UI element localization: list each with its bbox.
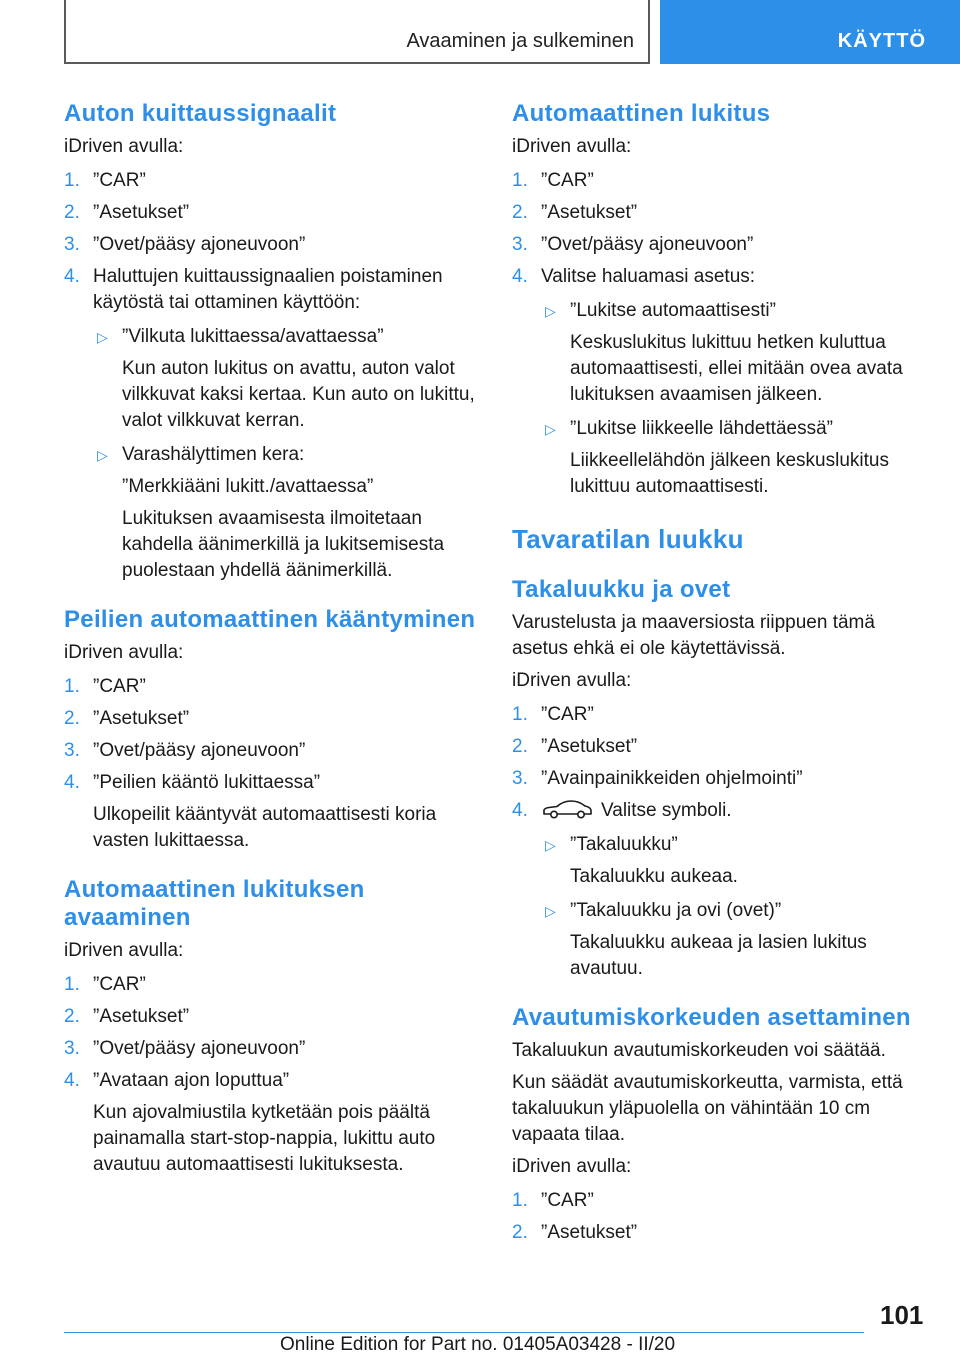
list-item-text: ”Ovet/pääsy ajoneuvoon” (93, 234, 306, 255)
list-number: 1. (64, 170, 80, 191)
list-item-text: Haluttujen kuittaussignaalien poistaminen käytöstä tai ottaminen käyttöön: (93, 266, 443, 313)
heading-tailgate: Tavaratilan luukku (512, 524, 744, 554)
steps-list (64, 168, 484, 584)
list-number: 1. (64, 974, 80, 995)
list-item (512, 734, 932, 760)
list-number: 4. (64, 266, 80, 287)
list-number: 2. (64, 708, 80, 729)
subheading-tailgate-and-doors: Takaluukku ja ovet (512, 576, 731, 603)
list-number: 1. (512, 170, 528, 191)
list-number: 3. (64, 1038, 80, 1059)
footer-divider (64, 1332, 864, 1333)
triangle-bullet-icon: ▷ (545, 903, 556, 919)
list-number: 1. (64, 676, 80, 697)
list-item (512, 168, 932, 194)
bullet-item (541, 832, 932, 890)
list-number: 4. (512, 800, 528, 821)
bullet-text: Liikkeellelähdön jälkeen keskuslukitus lukittuu automaattisesti. (570, 450, 889, 497)
heading-acknowledgement-signals: Auton kuittaussignaalit (64, 100, 337, 127)
steps-list (512, 168, 932, 500)
left-column (64, 100, 484, 1178)
list-item-text: ”Ovet/pääsy ajoneuvoon” (93, 1038, 306, 1059)
list-item (64, 706, 484, 732)
header-section-title: Avaaminen ja sulkeminen (406, 30, 634, 52)
body-text: Kun säädät avautumiskorkeutta, varmista, että takaluukun yläpuolella on vähintään 10 cm vapaata tilaa. (512, 1072, 903, 1145)
list-number: 4. (512, 266, 528, 287)
right-column (512, 100, 932, 1246)
list-item (64, 972, 484, 998)
triangle-bullet-icon: ▷ (545, 303, 556, 319)
list-number: 2. (512, 202, 528, 223)
steps-list (64, 972, 484, 1178)
list-item-text: ”Asetukset” (93, 202, 190, 223)
intro-text: iDriven avulla: (64, 136, 184, 157)
list-item (512, 766, 932, 792)
heading-mirror-folding: Peilien automaattinen kääntyminen (64, 606, 476, 633)
list-item-text: ”CAR” (93, 974, 146, 995)
list-number: 3. (512, 768, 528, 789)
list-item-text: Valitse haluamasi asetus: (541, 266, 756, 287)
bullet-item (93, 442, 484, 584)
header-chapter-tab[interactable] (660, 0, 960, 64)
list-item-text: ”Asetukset” (541, 202, 638, 223)
list-item-text: ”Asetukset” (93, 708, 190, 729)
bullet-text: Lukituksen avaamisesta ilmoitetaan kahdella äänimerkillä ja lukitsemisesta puolestaan yhdellä äänimerkillä. (122, 508, 445, 581)
intro-text: iDriven avulla: (512, 136, 632, 157)
bullet-title: ”Lukitse liikkeelle lähdettäessä” (570, 418, 833, 439)
bullet-text: Takaluukku aukeaa. (570, 866, 738, 887)
steps-list (64, 674, 484, 854)
list-item (512, 1220, 932, 1246)
list-item-text: Valitse symboli. (601, 800, 732, 821)
list-item (64, 1036, 484, 1062)
bullet-item (93, 324, 484, 434)
steps-list (512, 702, 932, 982)
list-item-text: ”Avataan ajon loputtua” (93, 1070, 290, 1091)
steps-list (512, 1188, 932, 1246)
bullet-item (541, 416, 932, 500)
list-number: 1. (512, 704, 528, 725)
list-item (64, 1068, 484, 1178)
bullet-item (541, 898, 932, 982)
list-number: 2. (64, 202, 80, 223)
intro-text: Varustelusta ja maaversiosta riippuen tämä asetus ehkä ei ole käytettävissä. (512, 612, 875, 659)
list-item (512, 232, 932, 258)
intro-text: iDriven avulla: (64, 642, 184, 663)
list-number: 4. (64, 1070, 80, 1091)
list-number: 3. (64, 234, 80, 255)
bullet-text: Takaluukku aukeaa ja lasien lukitus avautuu. (570, 932, 867, 979)
intro-text: iDriven avulla: (512, 670, 632, 691)
bullet-title: ”Lukitse automaattisesti” (570, 300, 776, 321)
list-item (64, 1004, 484, 1030)
list-item-description: Kun ajovalmiustila kytketään pois päältä painamalla start-stop-nappia, lukittu auto avautuu automaattisesti lukituksesta. (93, 1102, 436, 1175)
list-number: 1. (512, 1190, 528, 1211)
list-item-text: ”CAR” (541, 1190, 594, 1211)
list-item (64, 168, 484, 194)
list-item (64, 770, 484, 854)
bullet-subtitle: ”Merkkiääni lukitt./avattaessa” (122, 476, 374, 497)
page-number: 101 (880, 1300, 924, 1330)
list-number: 2. (512, 736, 528, 757)
list-item (512, 1188, 932, 1214)
triangle-bullet-icon: ▷ (545, 837, 556, 853)
triangle-bullet-icon: ▷ (97, 329, 108, 345)
heading-automatic-unlocking: Automaattinen lukituksen avaaminen (64, 876, 365, 931)
triangle-bullet-icon: ▷ (545, 421, 556, 437)
list-item-text: ”Asetukset” (93, 1006, 190, 1027)
body-text: Takaluukun avautumiskorkeuden voi säätää. (512, 1040, 886, 1061)
list-number: 4. (64, 772, 80, 793)
heading-opening-height: Avautumiskorkeuden asettaminen (512, 1004, 911, 1031)
list-item-text: ”Avainpainikkeiden ohjelmointi” (541, 768, 803, 789)
list-item-text: ”Asetukset” (541, 736, 638, 757)
list-item-text: ”Ovet/pääsy ajoneuvoon” (541, 234, 754, 255)
list-item (64, 738, 484, 764)
list-number: 2. (64, 1006, 80, 1027)
intro-text: iDriven avulla: (512, 1156, 632, 1177)
list-item-text: ”CAR” (541, 170, 594, 191)
header-box (64, 0, 650, 64)
intro-text: iDriven avulla: (64, 940, 184, 961)
list-item (512, 264, 932, 500)
car-trunk-icon (541, 798, 593, 820)
list-item-text: ”Ovet/pääsy ajoneuvoon” (93, 740, 306, 761)
bullet-text: Keskuslukitus lukittuu hetken kuluttua automaattisesti, ellei mitään ovea avata lukituksen avaamisen jälkeen. (570, 332, 903, 405)
list-item (512, 798, 932, 982)
list-item-text: ”CAR” (93, 170, 146, 191)
bullet-text: Kun auton lukitus on avattu, auton valot vilkkuvat kaksi kertaa. Kun auto on lukittu, valot vilkkuvat kerran. (122, 358, 475, 431)
bullet-title: ”Vilkuta lukittaessa/avattaessa” (122, 326, 384, 347)
list-item (64, 264, 484, 584)
triangle-bullet-icon: ▷ (97, 447, 108, 463)
list-item (64, 232, 484, 258)
bullet-title: ”Takaluukku ja ovi (ovet)” (570, 900, 782, 921)
list-number: 3. (64, 740, 80, 761)
bullet-title: Varashälyttimen kera: (122, 444, 305, 465)
list-item-text: ”CAR” (93, 676, 146, 697)
footer-edition-text: Online Edition for Part no. 01405A03428 - II/20 (280, 1334, 676, 1355)
header-chapter-label: KÄYTTÖ (837, 30, 926, 52)
list-item-text: ”Asetukset” (541, 1222, 638, 1243)
list-item (64, 200, 484, 226)
list-number: 2. (512, 1222, 528, 1243)
bullet-item (541, 298, 932, 408)
list-item-description: Ulkopeilit kääntyvät automaattisesti koria vasten lukittaessa. (93, 804, 437, 851)
heading-automatic-locking: Automaattinen lukitus (512, 100, 771, 127)
list-item (64, 674, 484, 700)
bullet-title: ”Takaluukku” (570, 834, 678, 855)
list-item-text: ”Peilien kääntö lukittaessa” (93, 772, 321, 793)
list-item-text: ”CAR” (541, 704, 594, 725)
list-number: 3. (512, 234, 528, 255)
list-item (512, 200, 932, 226)
list-item (512, 702, 932, 728)
